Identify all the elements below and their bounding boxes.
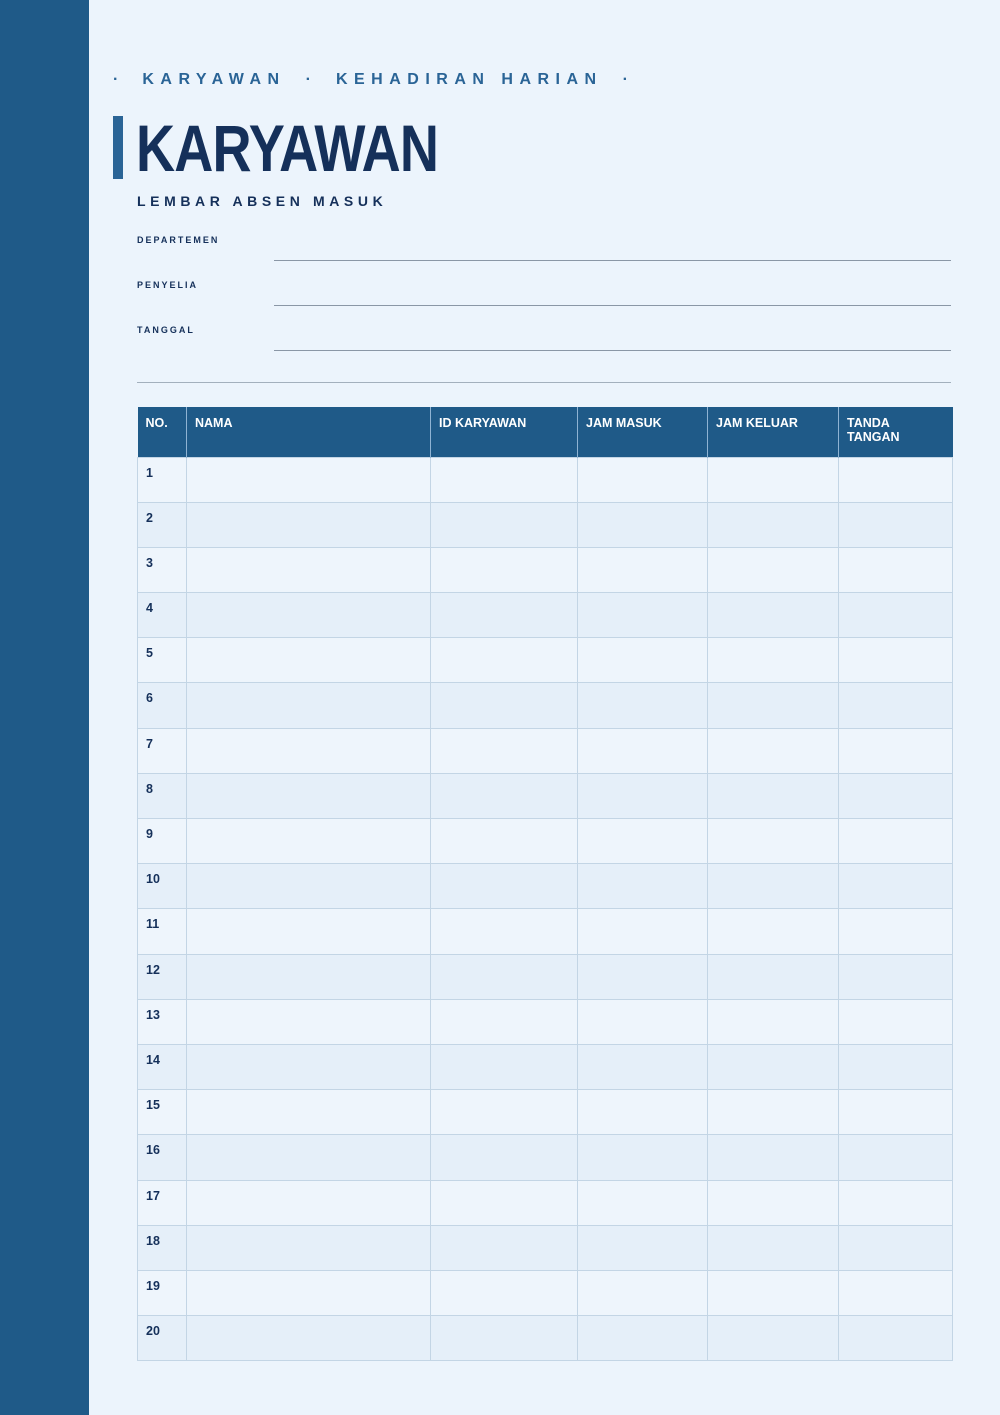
nama-cell[interactable]	[187, 909, 431, 954]
table-header-row	[138, 407, 953, 457]
row-number-cell: 4	[138, 593, 187, 638]
id-karyawan-cell[interactable]	[431, 773, 578, 818]
jam-keluar-cell[interactable]	[708, 1044, 839, 1089]
field-input-penyelia[interactable]	[274, 305, 951, 306]
tanda-tangan-cell[interactable]	[839, 638, 953, 683]
tanda-tangan-cell[interactable]	[839, 1135, 953, 1180]
nama-cell[interactable]	[187, 1044, 431, 1089]
row-number-cell: 6	[138, 683, 187, 728]
id-karyawan-cell[interactable]	[431, 728, 578, 773]
tanda-tangan-cell[interactable]	[839, 457, 953, 502]
jam-masuk-cell[interactable]	[578, 1090, 708, 1135]
tanda-tangan-cell[interactable]	[839, 864, 953, 909]
jam-keluar-cell[interactable]	[708, 502, 839, 547]
tanda-tangan-cell[interactable]	[839, 773, 953, 818]
nama-cell[interactable]	[187, 1180, 431, 1225]
column-header-jam-masuk: JAM MASUK	[578, 407, 708, 457]
jam-keluar-cell[interactable]	[708, 1225, 839, 1270]
nama-cell[interactable]	[187, 999, 431, 1044]
nama-cell[interactable]	[187, 502, 431, 547]
row-number-cell: 16	[138, 1135, 187, 1180]
jam-keluar-cell[interactable]	[708, 638, 839, 683]
jam-masuk-cell[interactable]	[578, 909, 708, 954]
table-row	[138, 909, 953, 954]
jam-keluar-cell[interactable]	[708, 1090, 839, 1135]
jam-masuk-cell[interactable]	[578, 1270, 708, 1315]
row-number-cell: 20	[138, 1316, 187, 1361]
jam-keluar-cell[interactable]	[708, 457, 839, 502]
jam-keluar-cell[interactable]	[708, 547, 839, 592]
jam-masuk-cell[interactable]	[578, 954, 708, 999]
table-row	[138, 1135, 953, 1180]
header-kicker	[113, 70, 628, 90]
id-karyawan-cell[interactable]	[431, 593, 578, 638]
tanda-tangan-cell[interactable]	[839, 909, 953, 954]
jam-keluar-cell[interactable]	[708, 773, 839, 818]
table-row	[138, 502, 953, 547]
id-karyawan-cell[interactable]	[431, 864, 578, 909]
table-row	[138, 547, 953, 592]
tanda-tangan-cell[interactable]	[839, 728, 953, 773]
jam-keluar-cell[interactable]	[708, 909, 839, 954]
left-sidebar-band	[0, 0, 89, 1415]
row-number-cell: 13	[138, 999, 187, 1044]
column-header-no: NO.	[138, 407, 187, 457]
nama-cell[interactable]	[187, 1316, 431, 1361]
field-input-tanggal[interactable]	[274, 350, 951, 351]
kicker-right: KEHADIRAN HARIAN	[335, 71, 603, 88]
field-label-penyelia: PENYELIA	[137, 280, 199, 290]
id-karyawan-cell[interactable]	[431, 1044, 578, 1089]
table-row	[138, 999, 953, 1044]
column-header-tanda-tangan: TANDA TANGAN	[839, 407, 953, 457]
id-karyawan-cell[interactable]	[431, 954, 578, 999]
table-row	[138, 819, 953, 864]
jam-masuk-cell[interactable]	[578, 1180, 708, 1225]
separator-dot: ·	[113, 71, 119, 88]
tanda-tangan-cell[interactable]	[839, 593, 953, 638]
jam-keluar-cell[interactable]	[708, 999, 839, 1044]
nama-cell[interactable]	[187, 638, 431, 683]
table-row	[138, 638, 953, 683]
nama-cell[interactable]	[187, 683, 431, 728]
row-number-cell: 7	[138, 728, 187, 773]
table-row	[138, 1316, 953, 1361]
tanda-tangan-cell[interactable]	[839, 1090, 953, 1135]
jam-masuk-cell[interactable]	[578, 457, 708, 502]
id-karyawan-cell[interactable]	[431, 1316, 578, 1361]
table-row	[138, 1090, 953, 1135]
table-row	[138, 1270, 953, 1315]
table-row	[138, 1180, 953, 1225]
row-number-cell: 17	[138, 1180, 187, 1225]
nama-cell[interactable]	[187, 954, 431, 999]
table-row	[138, 954, 953, 999]
id-karyawan-cell[interactable]	[431, 502, 578, 547]
jam-masuk-cell[interactable]	[578, 1135, 708, 1180]
jam-masuk-cell[interactable]	[578, 683, 708, 728]
nama-cell[interactable]	[187, 819, 431, 864]
table-row	[138, 1044, 953, 1089]
jam-masuk-cell[interactable]	[578, 638, 708, 683]
id-karyawan-cell[interactable]	[431, 1270, 578, 1315]
row-number-cell: 12	[138, 954, 187, 999]
jam-masuk-cell[interactable]	[578, 1225, 708, 1270]
tanda-tangan-cell[interactable]	[839, 502, 953, 547]
jam-masuk-cell[interactable]	[578, 502, 708, 547]
id-karyawan-cell[interactable]	[431, 1090, 578, 1135]
jam-masuk-cell[interactable]	[578, 999, 708, 1044]
table-row	[138, 457, 953, 502]
jam-masuk-cell[interactable]	[578, 1316, 708, 1361]
nama-cell[interactable]	[187, 1135, 431, 1180]
row-number-cell: 14	[138, 1044, 187, 1089]
row-number-cell: 8	[138, 773, 187, 818]
page-subtitle: LEMBAR ABSEN MASUK	[137, 193, 388, 209]
row-number-cell: 11	[138, 909, 187, 954]
jam-masuk-cell[interactable]	[578, 773, 708, 818]
row-number-cell: 3	[138, 547, 187, 592]
table-row	[138, 593, 953, 638]
field-label-tanggal: TANGGAL	[137, 325, 195, 335]
table-row	[138, 1225, 953, 1270]
jam-masuk-cell[interactable]	[578, 864, 708, 909]
jam-masuk-cell[interactable]	[578, 1044, 708, 1089]
id-karyawan-cell[interactable]	[431, 1225, 578, 1270]
table-row	[138, 728, 953, 773]
jam-masuk-cell[interactable]	[578, 593, 708, 638]
separator-dot: ·	[305, 71, 311, 88]
field-label-departemen: DEPARTEMEN	[137, 235, 220, 245]
tanda-tangan-cell[interactable]	[839, 954, 953, 999]
column-header-jam-keluar: JAM KELUAR	[708, 407, 839, 457]
tanda-tangan-cell[interactable]	[839, 1225, 953, 1270]
jam-keluar-cell[interactable]	[708, 1316, 839, 1361]
jam-keluar-cell[interactable]	[708, 728, 839, 773]
row-number-cell: 19	[138, 1270, 187, 1315]
column-header-nama: NAMA	[187, 407, 431, 457]
jam-keluar-cell[interactable]	[708, 954, 839, 999]
id-karyawan-cell[interactable]	[431, 1180, 578, 1225]
nama-cell[interactable]	[187, 1225, 431, 1270]
row-number-cell: 5	[138, 638, 187, 683]
table-row	[138, 773, 953, 818]
column-header-id-karyawan: ID KARYAWAN	[431, 407, 578, 457]
id-karyawan-cell[interactable]	[431, 457, 578, 502]
separator-dot: ·	[622, 71, 628, 88]
nama-cell[interactable]	[187, 728, 431, 773]
nama-cell[interactable]	[187, 547, 431, 592]
tanda-tangan-cell[interactable]	[839, 819, 953, 864]
id-karyawan-cell[interactable]	[431, 999, 578, 1044]
nama-cell[interactable]	[187, 457, 431, 502]
jam-keluar-cell[interactable]	[708, 1135, 839, 1180]
row-number-cell: 9	[138, 819, 187, 864]
kicker-left: KARYAWAN	[142, 71, 286, 88]
tanda-tangan-cell[interactable]	[839, 1044, 953, 1089]
id-karyawan-cell[interactable]	[431, 909, 578, 954]
tanda-tangan-cell[interactable]	[839, 1180, 953, 1225]
row-number-cell: 18	[138, 1225, 187, 1270]
id-karyawan-cell[interactable]	[431, 819, 578, 864]
jam-keluar-cell[interactable]	[708, 593, 839, 638]
page-title: KARYAWAN	[136, 111, 439, 185]
nama-cell[interactable]	[187, 1090, 431, 1135]
nama-cell[interactable]	[187, 593, 431, 638]
jam-masuk-cell[interactable]	[578, 728, 708, 773]
attendance-table	[137, 407, 953, 1361]
tanda-tangan-cell[interactable]	[839, 1316, 953, 1361]
id-karyawan-cell[interactable]	[431, 683, 578, 728]
field-input-departemen[interactable]	[274, 260, 951, 261]
jam-keluar-cell[interactable]	[708, 1270, 839, 1315]
row-number-cell: 1	[138, 457, 187, 502]
table-row	[138, 864, 953, 909]
nama-cell[interactable]	[187, 1270, 431, 1315]
section-divider	[137, 382, 951, 383]
jam-keluar-cell[interactable]	[708, 819, 839, 864]
id-karyawan-cell[interactable]	[431, 638, 578, 683]
jam-keluar-cell[interactable]	[708, 683, 839, 728]
tanda-tangan-cell[interactable]	[839, 1270, 953, 1315]
tanda-tangan-cell[interactable]	[839, 683, 953, 728]
jam-masuk-cell[interactable]	[578, 547, 708, 592]
nama-cell[interactable]	[187, 864, 431, 909]
id-karyawan-cell[interactable]	[431, 1135, 578, 1180]
tanda-tangan-cell[interactable]	[839, 999, 953, 1044]
table-row	[138, 683, 953, 728]
jam-masuk-cell[interactable]	[578, 819, 708, 864]
jam-keluar-cell[interactable]	[708, 864, 839, 909]
row-number-cell: 15	[138, 1090, 187, 1135]
row-number-cell: 10	[138, 864, 187, 909]
row-number-cell: 2	[138, 502, 187, 547]
tanda-tangan-cell[interactable]	[839, 547, 953, 592]
title-accent-bar	[113, 116, 123, 179]
jam-keluar-cell[interactable]	[708, 1180, 839, 1225]
id-karyawan-cell[interactable]	[431, 547, 578, 592]
nama-cell[interactable]	[187, 773, 431, 818]
